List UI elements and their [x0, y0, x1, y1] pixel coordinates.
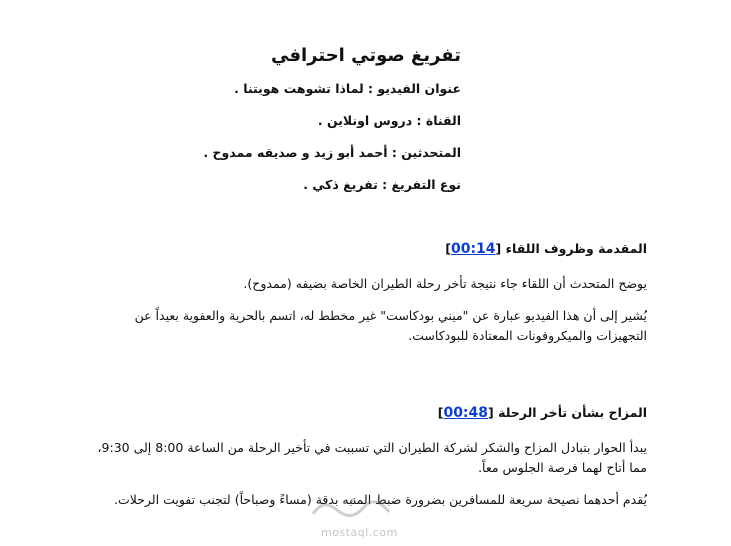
watermark-text: mostaql.com [321, 526, 398, 539]
bracket-open: [ [488, 405, 494, 420]
section-heading [87, 404, 647, 422]
paragraph: يوضح المتحدث أن اللقاء جاء نتيجة تأخر رحلة الطيران الخاصة بضيفه (ممدوح). [243, 276, 647, 291]
paragraph: يُشير إلى أن هذا الفيديو عبارة عن "ميني بودكاست" غير مخطط له، اتسم بالحرية والعفوية بعيداً عن التجهيزات والميكروفونات المعتادة للبودكاست. [134, 308, 647, 343]
speakers-line: المتحدثين : أحمد أبو زيد و صديقه ممدوح . [203, 145, 461, 160]
document-header [121, 44, 461, 208]
channel-line: القناة : دروس اونلاين . [317, 113, 461, 128]
transcription-type-line: نوع التفريغ : تفريغ ذكي . [303, 177, 461, 192]
section-heading-text: المقدمة وظروف اللقاء [505, 241, 647, 256]
section-intro [87, 240, 647, 358]
paragraph: يُقدم أحدهما نصيحة سريعة للمسافرين بضرورة ضبط المنبه بدقة (مساءً وصباحاً) لتجنب تفويت الرحلات. [113, 492, 647, 507]
paragraph: يبدأ الحوار بتبادل المزاح والشكر لشركة الطيران التي تسببت في تأخير الرحلة من الساعة 8:00 إلى 9:30، مما أتاح لهما فرصة الجلوس معاً. [97, 440, 647, 475]
timestamp-link[interactable]: 00:48 [443, 405, 489, 421]
bracket-close: ] [437, 405, 444, 420]
section-heading-text: المزاح بشأن تأخر الرحلة [498, 405, 647, 420]
bracket-close: ] [445, 241, 451, 256]
section-flight-delay [87, 404, 647, 522]
timestamp-link[interactable]: 00:14 [450, 241, 496, 257]
section-heading [87, 240, 647, 258]
video-title-line: عنوان الفيديو : لماذا تشوهت هويتنا . [234, 81, 461, 96]
bracket-open: [ [495, 241, 502, 256]
document-title: تفريغ صوتي احترافي [270, 45, 461, 66]
